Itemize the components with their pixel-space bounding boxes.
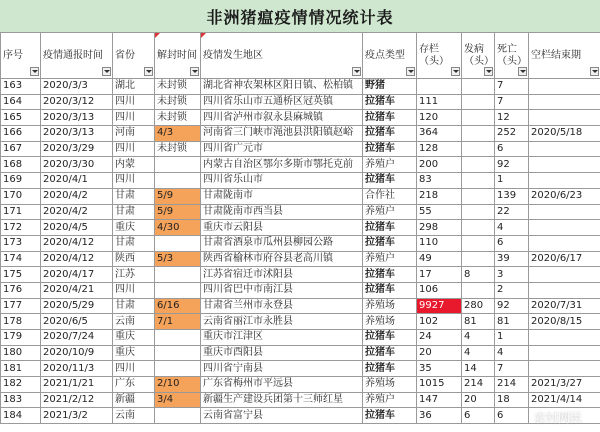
- cell-end[interactable]: 2020/7/31: [529, 298, 600, 314]
- cell-stock[interactable]: 1015: [417, 377, 462, 393]
- cell-end[interactable]: [529, 282, 600, 298]
- filter-dropdown-icon[interactable]: [352, 67, 361, 76]
- table-row: [1, 94, 600, 110]
- cell-end[interactable]: [529, 345, 600, 361]
- cell-province[interactable]: 湖北: [113, 79, 155, 95]
- cell-dead[interactable]: 139: [495, 188, 529, 204]
- cell-area[interactable]: 四川省广元市: [201, 141, 363, 157]
- cell-sick[interactable]: [462, 157, 495, 173]
- cell-province[interactable]: 甘肃: [113, 235, 155, 251]
- cell-sick[interactable]: 6: [462, 408, 495, 424]
- cell-stock[interactable]: 49: [417, 251, 462, 267]
- cell-unseal[interactable]: 未封锁: [155, 110, 201, 126]
- cell-type[interactable]: 拉猪车: [363, 220, 417, 236]
- cell-dead[interactable]: 4: [495, 345, 529, 361]
- watermark: 农村网民: [533, 411, 582, 425]
- table-row: [1, 235, 600, 251]
- cell-unseal[interactable]: 5/3: [155, 251, 201, 267]
- cell-type[interactable]: 养殖户: [363, 251, 417, 267]
- cell-area[interactable]: 重庆市江津区: [201, 330, 363, 346]
- cell-area[interactable]: 重庆市酉阳县: [201, 345, 363, 361]
- cell-type[interactable]: 养殖户: [363, 157, 417, 173]
- cell-date[interactable]: 2020/10/9: [41, 345, 113, 361]
- cell-end[interactable]: [529, 204, 600, 220]
- cell-unseal[interactable]: [155, 235, 201, 251]
- cell-date[interactable]: 2021/2/12: [41, 392, 113, 408]
- cell-stock[interactable]: 147: [417, 392, 462, 408]
- cell-end[interactable]: [529, 361, 600, 377]
- cell-end[interactable]: 2020/6/17: [529, 251, 600, 267]
- cell-stock[interactable]: 36: [417, 408, 462, 424]
- cell-unseal[interactable]: [155, 345, 201, 361]
- cell-no[interactable]: 177: [1, 298, 41, 314]
- cell-no[interactable]: 180: [1, 345, 41, 361]
- cell-dead[interactable]: 6: [495, 141, 529, 157]
- cell-province[interactable]: 四川: [113, 361, 155, 377]
- cell-sick[interactable]: 4: [462, 345, 495, 361]
- cell-sick[interactable]: [462, 173, 495, 189]
- cell-province[interactable]: 四川: [113, 173, 155, 189]
- cell-sick[interactable]: 14: [462, 361, 495, 377]
- cell-date[interactable]: 2020/4/2: [41, 204, 113, 220]
- col-header-unseal: 解封时间: [155, 33, 201, 79]
- table-row: [1, 173, 600, 189]
- cell-date[interactable]: 2020/5/29: [41, 298, 113, 314]
- cell-stock[interactable]: 20: [417, 345, 462, 361]
- cell-area[interactable]: 四川省乐山市: [201, 173, 363, 189]
- cell-no[interactable]: 168: [1, 157, 41, 173]
- table-row: [1, 251, 600, 267]
- cell-end[interactable]: 2020/6/23: [529, 188, 600, 204]
- cell-unseal[interactable]: 7/1: [155, 314, 201, 330]
- cell-area[interactable]: 江苏省宿迁市沭阳县: [201, 267, 363, 283]
- cell-date[interactable]: 2020/6/5: [41, 314, 113, 330]
- filter-dropdown-icon[interactable]: [518, 67, 527, 76]
- cell-unseal[interactable]: 5/9: [155, 204, 201, 220]
- cell-dead[interactable]: 1: [495, 173, 529, 189]
- cell-dead[interactable]: 7: [495, 94, 529, 110]
- cell-type[interactable]: 拉猪车: [363, 141, 417, 157]
- cell-unseal[interactable]: [155, 173, 201, 189]
- cell-no[interactable]: 178: [1, 314, 41, 330]
- sheet-title: 非洲猪瘟疫情情况统计表: [0, 0, 600, 33]
- filter-dropdown-icon[interactable]: [190, 67, 199, 76]
- cell-province[interactable]: 四川: [113, 110, 155, 126]
- cell-date[interactable]: 2020/4/21: [41, 282, 113, 298]
- cell-end[interactable]: [529, 267, 600, 283]
- cell-area[interactable]: 四川省宁南县: [201, 361, 363, 377]
- cell-type[interactable]: 养殖场: [363, 314, 417, 330]
- cell-stock[interactable]: 106: [417, 282, 462, 298]
- cell-area[interactable]: 四川省乐山市五通桥区冠英镇: [201, 94, 363, 110]
- cell-unseal[interactable]: 未封锁: [155, 141, 201, 157]
- cell-no[interactable]: 183: [1, 392, 41, 408]
- cell-stock[interactable]: 24: [417, 330, 462, 346]
- cell-dead[interactable]: 22: [495, 204, 529, 220]
- cell-unseal[interactable]: 4/3: [155, 126, 201, 142]
- cell-province[interactable]: 四川: [113, 282, 155, 298]
- table-row: [1, 377, 600, 393]
- table-row: [1, 282, 600, 298]
- cell-province[interactable]: 甘肃: [113, 298, 155, 314]
- cell-area[interactable]: 广东省梅州市平远县: [201, 377, 363, 393]
- cell-dead[interactable]: 4: [495, 220, 529, 236]
- cell-unseal[interactable]: [155, 267, 201, 283]
- cell-stock[interactable]: 111: [417, 94, 462, 110]
- cell-stock[interactable]: 218: [417, 188, 462, 204]
- table-row: [1, 126, 600, 142]
- cell-end[interactable]: 2020/5/18: [529, 126, 600, 142]
- comment-marker-icon: [155, 33, 160, 38]
- cell-stock[interactable]: 35: [417, 361, 462, 377]
- cell-sick[interactable]: [462, 251, 495, 267]
- cell-stock[interactable]: 110: [417, 235, 462, 251]
- cell-province[interactable]: 云南: [113, 314, 155, 330]
- cell-area[interactable]: 四川省泸州市叙永县麻城镇: [201, 110, 363, 126]
- cell-area[interactable]: 重庆市云阳县: [201, 220, 363, 236]
- table-row: [1, 361, 600, 377]
- cell-no[interactable]: 166: [1, 126, 41, 142]
- cell-sick[interactable]: 280: [462, 298, 495, 314]
- cell-no[interactable]: 165: [1, 110, 41, 126]
- table-row: [1, 157, 600, 173]
- cell-no[interactable]: 181: [1, 361, 41, 377]
- cell-end[interactable]: 2021/4/14: [529, 392, 600, 408]
- cell-sick[interactable]: [462, 220, 495, 236]
- cell-type[interactable]: 拉猪车: [363, 330, 417, 346]
- cell-unseal[interactable]: 6/16: [155, 298, 201, 314]
- cell-unseal[interactable]: 4/30: [155, 220, 201, 236]
- cell-date[interactable]: 2020/11/3: [41, 361, 113, 377]
- cell-date[interactable]: 2020/3/3: [41, 79, 113, 95]
- cell-type[interactable]: 养殖场: [363, 298, 417, 314]
- cell-province[interactable]: 云南: [113, 408, 155, 424]
- cell-type[interactable]: 拉猪车: [363, 94, 417, 110]
- cell-province[interactable]: 四川: [113, 94, 155, 110]
- cell-province[interactable]: 重庆: [113, 330, 155, 346]
- cell-sick[interactable]: 81: [462, 314, 495, 330]
- table-row: [1, 79, 600, 95]
- cell-no[interactable]: 179: [1, 330, 41, 346]
- col-header-type: 疫点类型: [363, 33, 417, 79]
- epidemic-table: [0, 32, 600, 424]
- cell-sick[interactable]: 20: [462, 392, 495, 408]
- col-header-province: 省份: [113, 33, 155, 79]
- cell-province[interactable]: 河南: [113, 126, 155, 142]
- cell-end[interactable]: [529, 220, 600, 236]
- cell-end[interactable]: [529, 141, 600, 157]
- cell-no[interactable]: 173: [1, 235, 41, 251]
- cell-type[interactable]: 拉猪车: [363, 361, 417, 377]
- table-row: [1, 110, 600, 126]
- table-row: [1, 408, 600, 424]
- cell-area[interactable]: 陕西省榆林市府谷县老高川镇: [201, 251, 363, 267]
- cell-unseal[interactable]: [155, 157, 201, 173]
- cell-date[interactable]: 2020/4/1: [41, 173, 113, 189]
- cell-dead[interactable]: 3: [495, 267, 529, 283]
- cell-sick[interactable]: [462, 235, 495, 251]
- cell-no[interactable]: 163: [1, 79, 41, 95]
- cell-sick[interactable]: [462, 188, 495, 204]
- filter-dropdown-icon[interactable]: [30, 67, 39, 76]
- cell-no[interactable]: 170: [1, 188, 41, 204]
- cell-no[interactable]: 176: [1, 282, 41, 298]
- cell-area[interactable]: 新疆生产建设兵团第十三师红星: [201, 392, 363, 408]
- cell-type[interactable]: 拉猪车: [363, 267, 417, 283]
- cell-type[interactable]: 养殖户: [363, 392, 417, 408]
- filter-dropdown-icon[interactable]: [484, 67, 493, 76]
- col-header-dead: 死亡（头）: [495, 33, 529, 79]
- cell-type[interactable]: 养殖户: [363, 204, 417, 220]
- cell-sick[interactable]: [462, 110, 495, 126]
- cell-province[interactable]: 四川: [113, 141, 155, 157]
- cell-area[interactable]: 甘肃陇南市: [201, 188, 363, 204]
- cell-province[interactable]: 江苏: [113, 267, 155, 283]
- cell-stock[interactable]: 83: [417, 173, 462, 189]
- cell-dead[interactable]: 39: [495, 251, 529, 267]
- cell-date[interactable]: 2020/3/30: [41, 157, 113, 173]
- cell-dead[interactable]: 92: [495, 157, 529, 173]
- col-header-date: 疫情通报时间: [41, 33, 113, 79]
- cell-type[interactable]: 拉猪车: [363, 282, 417, 298]
- cell-area[interactable]: 四川省巴中市南江县: [201, 282, 363, 298]
- cell-sick[interactable]: [462, 141, 495, 157]
- cell-dead[interactable]: 2: [495, 282, 529, 298]
- cell-type[interactable]: 养殖场: [363, 377, 417, 393]
- cell-no[interactable]: 184: [1, 408, 41, 424]
- col-header-sick: 发病（头）: [462, 33, 495, 79]
- cell-unseal[interactable]: 5/9: [155, 188, 201, 204]
- cell-end[interactable]: 2021/3/27: [529, 377, 600, 393]
- cell-stock[interactable]: 120: [417, 110, 462, 126]
- cell-sick[interactable]: [462, 94, 495, 110]
- col-header-end: 空栏结束期: [529, 33, 600, 79]
- cell-end[interactable]: [529, 235, 600, 251]
- cell-date[interactable]: 2020/4/12: [41, 235, 113, 251]
- cell-no[interactable]: 171: [1, 204, 41, 220]
- cell-stock[interactable]: 200: [417, 157, 462, 173]
- cell-dead[interactable]: 92: [495, 298, 529, 314]
- cell-end[interactable]: [529, 330, 600, 346]
- cell-province[interactable]: 甘肃: [113, 188, 155, 204]
- cell-no[interactable]: 169: [1, 173, 41, 189]
- cell-unseal[interactable]: [155, 282, 201, 298]
- cell-sick[interactable]: [462, 79, 495, 95]
- cell-dead[interactable]: 12: [495, 110, 529, 126]
- col-header-area: 疫情发生地区: [201, 33, 363, 79]
- cell-dead[interactable]: 18: [495, 392, 529, 408]
- table-row: [1, 330, 600, 346]
- cell-stock[interactable]: 102: [417, 314, 462, 330]
- table-row: [1, 188, 600, 204]
- table-row: [1, 204, 600, 220]
- cell-area[interactable]: 甘肃陇南市西当县: [201, 204, 363, 220]
- cell-type[interactable]: 合作社: [363, 188, 417, 204]
- cell-stock[interactable]: 17: [417, 267, 462, 283]
- cell-area[interactable]: 云南省丽江市永胜县: [201, 314, 363, 330]
- table-row: [1, 314, 600, 330]
- cell-dead[interactable]: 81: [495, 314, 529, 330]
- cell-date[interactable]: 2020/7/24: [41, 330, 113, 346]
- cell-stock[interactable]: 55: [417, 204, 462, 220]
- col-header-stock: 存栏（头）: [417, 33, 462, 79]
- table-row: [1, 141, 600, 157]
- cell-end[interactable]: [529, 94, 600, 110]
- cell-end[interactable]: [529, 157, 600, 173]
- cell-sick[interactable]: 4: [462, 330, 495, 346]
- cell-sick[interactable]: [462, 282, 495, 298]
- cell-dead[interactable]: 214: [495, 377, 529, 393]
- filter-dropdown-icon[interactable]: [451, 67, 460, 76]
- cell-stock[interactable]: [417, 79, 462, 95]
- cell-dead[interactable]: 7: [495, 361, 529, 377]
- cell-sick[interactable]: 8: [462, 267, 495, 283]
- cell-end[interactable]: [529, 173, 600, 189]
- cell-type[interactable]: 拉猪车: [363, 235, 417, 251]
- cell-area[interactable]: 湖北省神农架林区阳日镇、松柏镇: [201, 79, 363, 95]
- cell-end[interactable]: [529, 79, 600, 95]
- cell-end[interactable]: [529, 110, 600, 126]
- cell-date[interactable]: 2020/3/13: [41, 126, 113, 142]
- cell-stock[interactable]: 9927: [417, 298, 462, 314]
- cell-unseal[interactable]: 2/10: [155, 377, 201, 393]
- cell-unseal[interactable]: 未封锁: [155, 94, 201, 110]
- cell-unseal[interactable]: 3/4: [155, 392, 201, 408]
- cell-end[interactable]: 2020/8/15: [529, 314, 600, 330]
- filter-dropdown-icon[interactable]: [590, 67, 599, 76]
- cell-date[interactable]: 2020/4/2: [41, 188, 113, 204]
- cell-date[interactable]: 2020/3/13: [41, 110, 113, 126]
- cell-sick[interactable]: [462, 126, 495, 142]
- cell-dead[interactable]: 6: [495, 235, 529, 251]
- table-row: [1, 392, 600, 408]
- filter-dropdown-icon[interactable]: [406, 67, 415, 76]
- cell-area[interactable]: 云南省富宁县: [201, 408, 363, 424]
- cell-type[interactable]: 野猪: [363, 79, 417, 95]
- table-row: [1, 298, 600, 314]
- comment-marker-icon: [201, 33, 206, 38]
- cell-date[interactable]: 2020/3/12: [41, 94, 113, 110]
- cell-no[interactable]: 174: [1, 251, 41, 267]
- cell-no[interactable]: 182: [1, 377, 41, 393]
- cell-area[interactable]: 甘肃省兰州市永登县: [201, 298, 363, 314]
- table-row: [1, 345, 600, 361]
- cell-type[interactable]: 拉猪车: [363, 110, 417, 126]
- cell-province[interactable]: 新疆: [113, 392, 155, 408]
- cell-dead[interactable]: 1: [495, 330, 529, 346]
- cell-unseal[interactable]: [155, 408, 201, 424]
- header-row: [1, 33, 600, 79]
- cell-area[interactable]: 内蒙古自治区鄂尔多斯市鄂托克前: [201, 157, 363, 173]
- cell-province[interactable]: 陕西: [113, 251, 155, 267]
- cell-dead[interactable]: 7: [495, 79, 529, 95]
- cell-type[interactable]: 拉猪车: [363, 345, 417, 361]
- col-header-no: 序号: [1, 33, 41, 79]
- cell-area[interactable]: 河南省三门峡市渑池县洪阳镇赵峪: [201, 126, 363, 142]
- cell-dead[interactable]: 252: [495, 126, 529, 142]
- cell-no[interactable]: 172: [1, 220, 41, 236]
- cell-stock[interactable]: 298: [417, 220, 462, 236]
- cell-dead[interactable]: 6: [495, 408, 529, 424]
- cell-province[interactable]: 广东: [113, 377, 155, 393]
- cell-date[interactable]: 2021/1/21: [41, 377, 113, 393]
- cell-date[interactable]: 2020/4/12: [41, 251, 113, 267]
- filter-dropdown-icon[interactable]: [144, 67, 153, 76]
- filter-dropdown-icon[interactable]: [102, 67, 111, 76]
- cell-type[interactable]: 拉猪车: [363, 126, 417, 142]
- cell-stock[interactable]: 128: [417, 141, 462, 157]
- cell-province[interactable]: 甘肃: [113, 204, 155, 220]
- cell-type[interactable]: 拉猪车: [363, 173, 417, 189]
- cell-date[interactable]: 2021/3/2: [41, 408, 113, 424]
- cell-province[interactable]: 重庆: [113, 345, 155, 361]
- cell-province[interactable]: 重庆: [113, 220, 155, 236]
- cell-type[interactable]: 拉猪车: [363, 408, 417, 424]
- cell-area[interactable]: 甘肃省酒泉市瓜州县柳园公路: [201, 235, 363, 251]
- cell-unseal[interactable]: 未封锁: [155, 79, 201, 95]
- cell-no[interactable]: 175: [1, 267, 41, 283]
- cell-unseal[interactable]: [155, 361, 201, 377]
- cell-stock[interactable]: 364: [417, 126, 462, 142]
- cell-sick[interactable]: [462, 204, 495, 220]
- cell-no[interactable]: 164: [1, 94, 41, 110]
- cell-no[interactable]: 167: [1, 141, 41, 157]
- cell-date[interactable]: 2020/4/5: [41, 220, 113, 236]
- cell-date[interactable]: 2020/3/29: [41, 141, 113, 157]
- cell-unseal[interactable]: [155, 330, 201, 346]
- table-row: [1, 267, 600, 283]
- cell-province[interactable]: 内蒙: [113, 157, 155, 173]
- table-row: [1, 220, 600, 236]
- cell-date[interactable]: 2020/4/17: [41, 267, 113, 283]
- cell-sick[interactable]: 214: [462, 377, 495, 393]
